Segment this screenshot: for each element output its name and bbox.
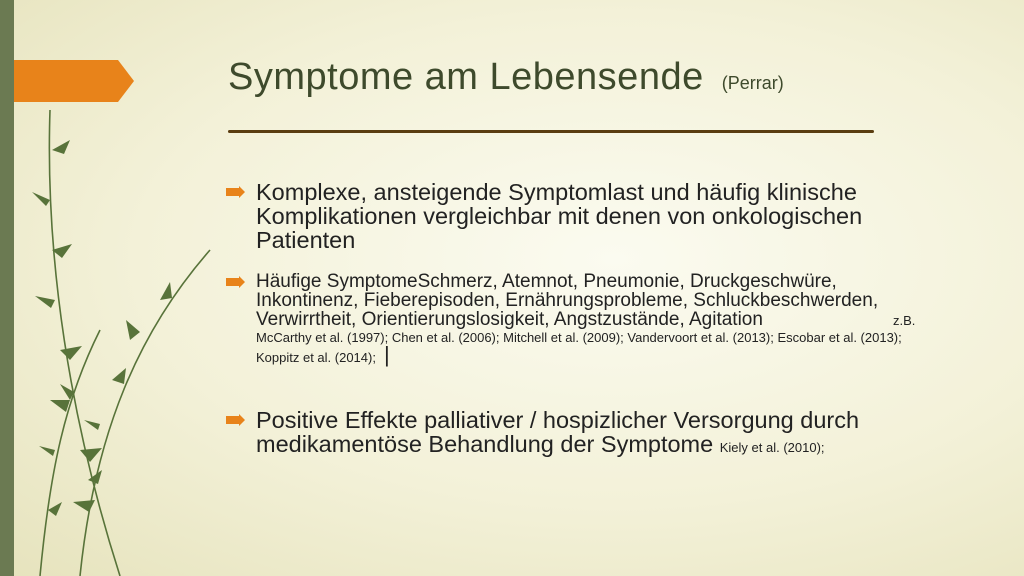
bullet-item [226,180,926,252]
stem-2 [80,250,210,576]
bullet-text: Komplexe, ansteigende Symptomlast und häufig klinische Komplikationen vergleichbar mit denen von onkologischen Patienten [256,179,863,253]
bullet-text: Häufige SymptomeSchmerz, Atemnot, Pneumonie, Druckgeschwüre, Inkontinenz, Fieberepisoden, Ernährungsprobleme, Schluckbeschwerden, Verwirrtheit, Orientierungslosigkeit, Angstzustände, Agitation [256,271,879,330]
leaf [35,296,55,308]
citation: Kiely et al. (2010); [719,440,825,455]
leaf [39,446,55,456]
leaf [60,346,82,360]
leaf [112,368,126,384]
text-cursor-mark: | [383,342,390,367]
bullet-text: Positive Effekte palliativer / hospizlicher Versorgung durch medikamentöse Behandlung der Symptome [256,407,860,457]
leaf [52,244,72,258]
arrow-bullet-icon [226,186,246,198]
bullet-item [226,272,926,366]
leaf [84,420,100,430]
title-text: Symptome am Lebensende [228,56,704,98]
leaf [52,140,70,154]
leaf [160,282,172,300]
leaf [48,502,62,516]
slide-title [228,56,784,99]
citation-prefix: z.B. [892,313,916,328]
leaf [126,320,140,340]
title-note: (Perrar) [721,73,784,93]
title-underline [228,130,874,133]
bullet-item [226,408,926,456]
leaf [73,500,95,512]
citation-text: McCarthy et al. (1997); Chen et al. (2006); Mitchell et al. (2009); Vandervoort et al. (2013); Escobar et al. (2013); Koppitz et al. (2014); [256,330,902,365]
bullet-list [226,180,926,456]
leaf [80,448,102,462]
title-accent-tab [14,60,134,102]
citation [256,329,926,366]
arrow-bullet-icon [226,276,246,288]
leaf [32,192,50,206]
leaf [50,400,70,412]
arrow-bullet-icon [226,414,246,426]
